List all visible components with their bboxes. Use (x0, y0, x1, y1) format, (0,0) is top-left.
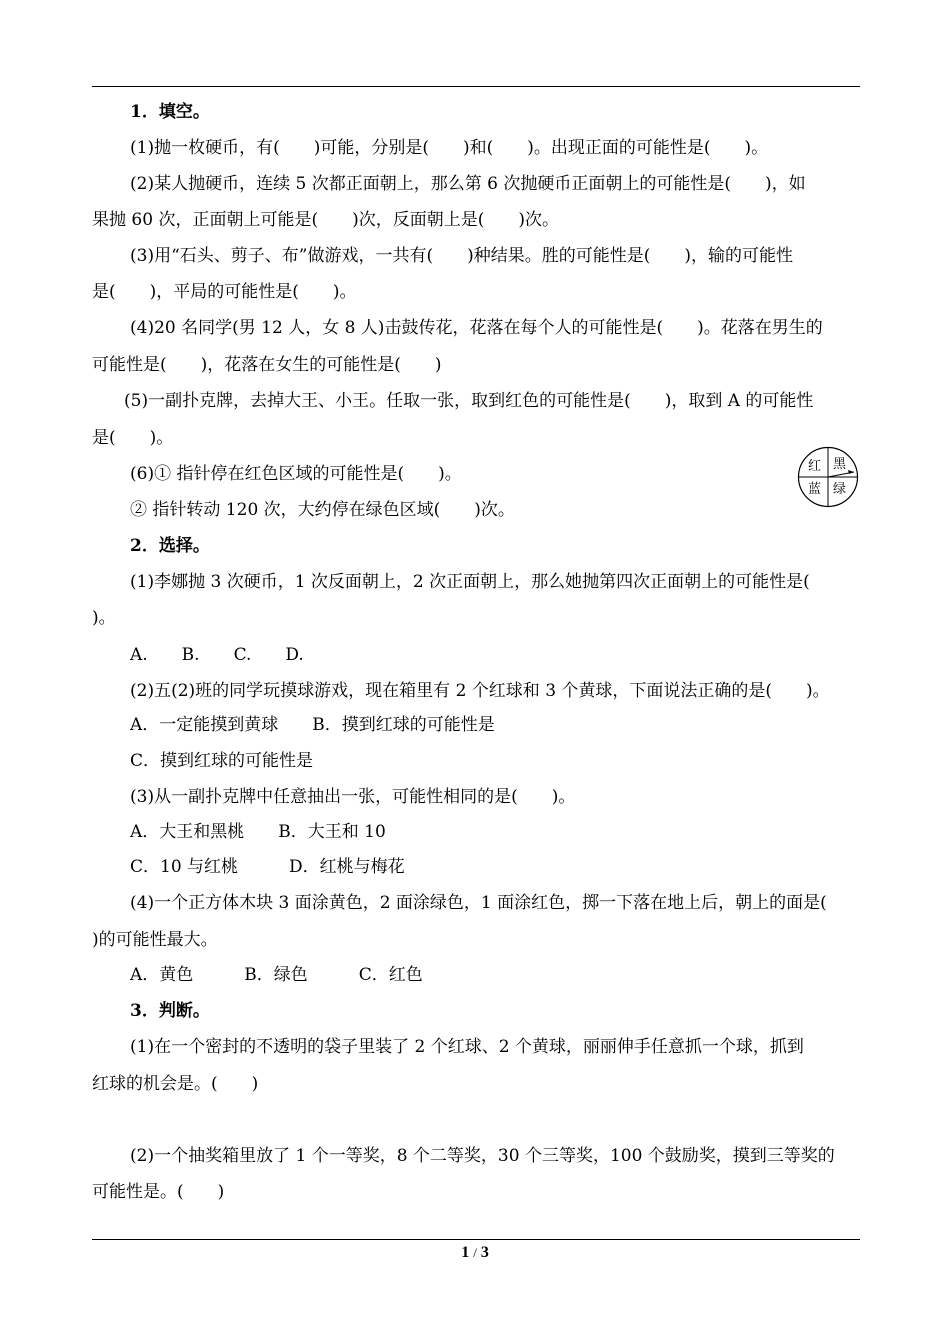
question-1-6-line-2: ② 指针转动 120 次，大约停在绿色区域( )次。 (130, 500, 515, 520)
question-1-5-line-1: (5)一副扑克牌，去掉大王、小王。任取一张，取到红色的可能性是( )，取到 A 的可能性 (124, 391, 814, 411)
question-1-5-line-2: 是( )。 (92, 428, 174, 448)
question-1-6-line-1: (6)① 指针停在红色区域的可能性是( )。 (130, 464, 462, 484)
spinner-label-green: 绿 (833, 482, 847, 497)
question-1-4-line-1: (4)20 名同学(男 12 人，女 8 人)击鼓传花，花落在每个人的可能性是( )。花落在男生的 (130, 318, 823, 338)
question-1-4-line-2: 可能性是( )，花落在女生的可能性是( ) (92, 355, 442, 375)
current-page: 1 (461, 1244, 470, 1261)
question-2-1-line-1: (1)李娜抛 3 次硬币，1 次反面朝上，2 次正面朝上，那么她抛第四次正面朝上的可能性是( (130, 572, 810, 592)
question-2-3-options-cd: C．10 与红桃 D．红桃与梅花 (130, 857, 405, 877)
spinner-label-black: 黑 (833, 457, 847, 472)
question-2-4-line-1: (4)一个正方体木块 3 面涂黄色，2 面涂绿色，1 面涂红色，掷一下落在地上后，朝上的面是( (130, 893, 827, 913)
question-3-2-line-2: 可能性是。( ) (92, 1182, 225, 1202)
question-1-3-line-2: 是( )，平局的可能性是( )。 (92, 282, 357, 302)
spinner-diagram (797, 446, 859, 508)
section-2-title: 2．选择。 (130, 536, 210, 556)
page-separator: / (473, 1245, 477, 1260)
question-1-2-line-2: 果抛 60 次，正面朝上可能是( )次，反面朝上是( )次。 (92, 210, 559, 230)
spinner-label-blue: 蓝 (808, 482, 822, 497)
question-2-4-line-2: )的可能性最大。 (92, 930, 218, 950)
question-1-2-line-1: (2)某人抛硬币，连续 5 次都正面朝上，那么第 6 次抛硬币正面朝上的可能性是( )，如 (130, 174, 806, 194)
question-2-2: (2)五(2)班的同学玩摸球游戏，现在箱里有 2 个红球和 3 个黄球，下面说法正确的是( )。 (130, 681, 830, 701)
question-2-2-options-ab: A．一定能摸到黄球 B．摸到红球的可能性是 (130, 715, 495, 735)
question-3-1-line-2: 红球的机会是。( ) (92, 1074, 259, 1094)
question-2-3: (3)从一副扑克牌中任意抽出一张，可能性相同的是( )。 (130, 787, 576, 807)
question-2-1-line-2: )。 (92, 608, 116, 628)
question-1-3-line-1: (3)用“石头、剪子、布”做游戏，一共有( )种结果。胜的可能性是( )，输的可能性 (130, 246, 793, 266)
page-number (0, 1244, 950, 1262)
question-2-4-options: A．黄色 B．绿色 C．红色 (130, 965, 423, 985)
total-pages: 3 (480, 1244, 489, 1261)
question-3-1-line-1: (1)在一个密封的不透明的袋子里装了 2 个红球、2 个黄球，丽丽伸手任意抓一个球，抓到 (130, 1037, 804, 1057)
footer-rule (92, 1239, 860, 1240)
question-1-1: (1)抛一枚硬币，有( )可能，分别是( )和( )。出现正面的可能性是( )。 (130, 138, 769, 158)
question-3-2-line-1: (2)一个抽奖箱里放了 1 个一等奖，8 个二等奖，30 个三等奖，100 个鼓励奖，摸到三等奖的 (130, 1146, 835, 1166)
spinner-label-red: 红 (808, 459, 822, 474)
section-3-title: 3．判断。 (130, 1001, 210, 1021)
question-2-1-options: A. B. C. D. (130, 645, 304, 665)
header-rule (92, 86, 860, 87)
section-1-title: 1．填空。 (130, 102, 210, 122)
question-2-3-options-ab: A．大王和黑桃 B．大王和 10 (130, 822, 386, 842)
question-2-2-option-c: C．摸到红球的可能性是 (130, 751, 314, 771)
